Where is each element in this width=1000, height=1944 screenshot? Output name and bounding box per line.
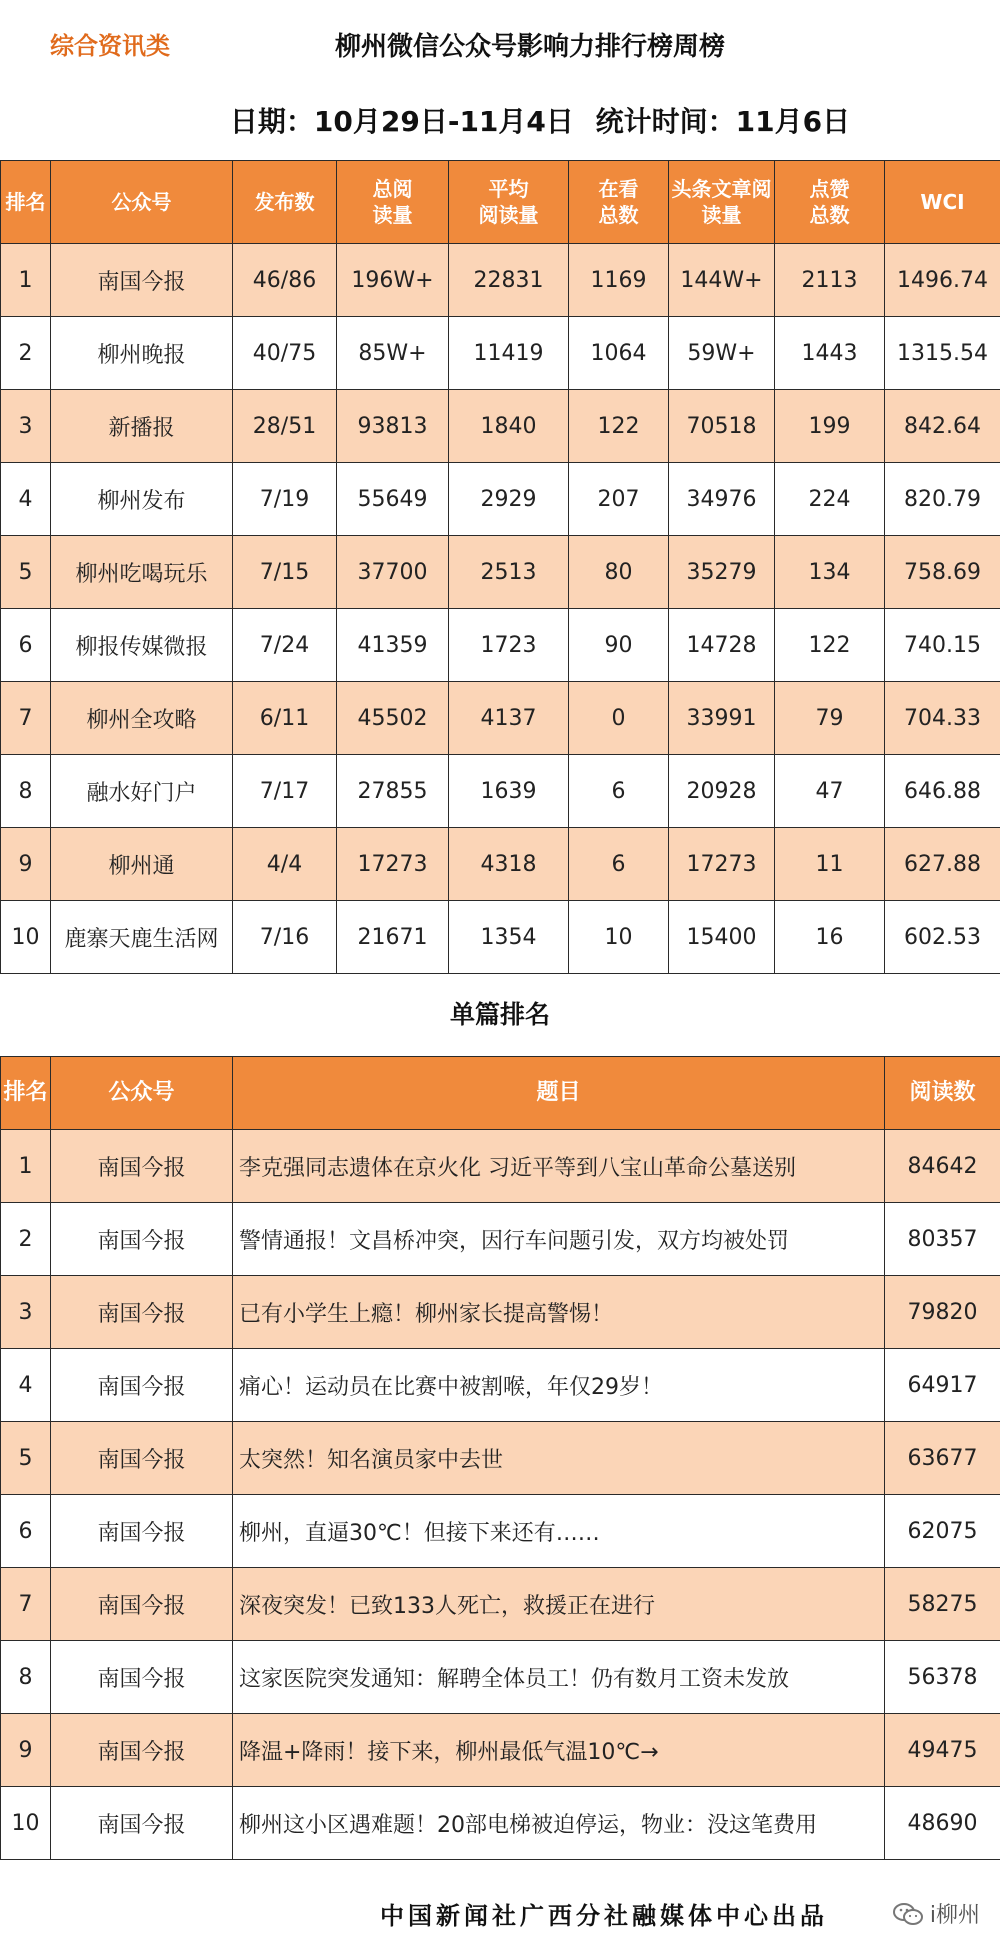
table-header-row [1,161,1000,244]
table-cell: 47 [775,755,885,828]
date-line [0,100,1000,140]
table-row [1,755,1000,828]
table-cell: 64917 [885,1349,1000,1422]
table-cell: 7/15 [233,536,337,609]
table-cell: 758.69 [885,536,1000,609]
table-cell: 62075 [885,1495,1000,1568]
table-cell: 新播报 [51,390,233,463]
table-cell: 已有小学生上瘾！柳州家长提高警惕！ [233,1276,885,1349]
table-cell: 27855 [337,755,449,828]
table-cell: 11 [775,828,885,901]
category-label: 综合资讯类 [50,32,170,60]
column-header: 阅读数 [885,1057,1000,1130]
table-header-row [1,1057,1000,1130]
table-cell: 10 [1,901,51,974]
column-header: 平均 阅读量 [449,161,569,244]
table-cell: 南国今报 [51,244,233,317]
table-cell: 7/24 [233,609,337,682]
table-cell: 鹿寨天鹿生活网 [51,901,233,974]
table-cell: 56378 [885,1641,1000,1714]
table-cell: 南国今报 [51,1276,233,1349]
table-row [1,536,1000,609]
table-cell: 2 [1,317,51,390]
table-cell: 1354 [449,901,569,974]
table-cell: 南国今报 [51,1714,233,1787]
table-cell: 11419 [449,317,569,390]
table-cell: 0 [569,682,669,755]
table-cell: 122 [775,609,885,682]
table-cell: 34976 [669,463,775,536]
table-cell: 199 [775,390,885,463]
table-body [1,244,1000,974]
table-cell: 40/75 [233,317,337,390]
table-cell: 48690 [885,1787,1000,1860]
table-cell: 柳州发布 [51,463,233,536]
table-cell: 7/16 [233,901,337,974]
table-cell: 2 [1,1203,51,1276]
footer-credit: 中国新闻社广西分社融媒体中心出品 [380,1901,828,1930]
table-cell: 1496.74 [885,244,1000,317]
table-cell: 224 [775,463,885,536]
table-row [1,1787,1000,1860]
table-row [1,1203,1000,1276]
column-header: 在看 总数 [569,161,669,244]
table-cell: 4 [1,1349,51,1422]
table-cell: 南国今报 [51,1130,233,1203]
wci-ranking-table [0,160,1000,974]
table-row [1,1130,1000,1203]
table-row [1,390,1000,463]
table-cell: 84642 [885,1130,1000,1203]
table-cell: 55649 [337,463,449,536]
wechat-account-name: i柳州 [929,1903,980,1928]
table-cell: 4318 [449,828,569,901]
column-header: 发布数 [233,161,337,244]
table-cell: 35279 [669,536,775,609]
table-body [1,1130,1000,1860]
table-cell: 85W+ [337,317,449,390]
table-cell: 6 [569,755,669,828]
table-cell: 842.64 [885,390,1000,463]
table-cell: 南国今报 [51,1495,233,1568]
table-cell: 太突然！知名演员家中去世 [233,1422,885,1495]
table-row [1,463,1000,536]
table-cell: 93813 [337,390,449,463]
table-cell: 28/51 [233,390,337,463]
table-cell: 柳报传媒微报 [51,609,233,682]
table-cell: 柳州这小区遇难题！20部电梯被迫停运，物业：没这笔费用 [233,1787,885,1860]
table-row [1,1568,1000,1641]
table-cell: 8 [1,1641,51,1714]
table-cell: 深夜突发！已致133人死亡，救援正在进行 [233,1568,885,1641]
table-cell: 3 [1,390,51,463]
table-cell: 10 [1,1787,51,1860]
table-cell: 49475 [885,1714,1000,1787]
table-row [1,1714,1000,1787]
table-cell: 柳州晚报 [51,317,233,390]
table-cell: 45502 [337,682,449,755]
table-cell: 10 [569,901,669,974]
table-cell: 6/11 [233,682,337,755]
table-row [1,1495,1000,1568]
table-cell: 646.88 [885,755,1000,828]
table-cell: 6 [1,609,51,682]
column-header: 头条文章阅 读量 [669,161,775,244]
date-range: 日期：10月29日-11月4日 [229,105,574,138]
table-cell: 6 [569,828,669,901]
table-cell: 南国今报 [51,1203,233,1276]
table-cell: 柳州通 [51,828,233,901]
table-cell: 1315.54 [885,317,1000,390]
table-row [1,609,1000,682]
table-row [1,1276,1000,1349]
table-cell: 南国今报 [51,1349,233,1422]
table-cell: 融水好门户 [51,755,233,828]
table-cell: 9 [1,828,51,901]
table-cell: 2513 [449,536,569,609]
column-header: 点赞 总数 [775,161,885,244]
table-cell: 2113 [775,244,885,317]
table-cell: 15400 [669,901,775,974]
table-cell: 1723 [449,609,569,682]
table-cell: 196W+ [337,244,449,317]
table-cell: 1639 [449,755,569,828]
table-cell: 90 [569,609,669,682]
table-cell: 8 [1,755,51,828]
table-row [1,901,1000,974]
table-cell: 16 [775,901,885,974]
table-row [1,828,1000,901]
column-header: 总阅 读量 [337,161,449,244]
table-cell: 1443 [775,317,885,390]
table-cell: 柳州，直逼30℃！但接下来还有…… [233,1495,885,1568]
table-cell: 1 [1,244,51,317]
table-cell: 627.88 [885,828,1000,901]
page-footer [0,1864,1000,1944]
table-cell: 南国今报 [51,1787,233,1860]
table-cell: 这家医院突发通知：解聘全体员工！仍有数月工资未发放 [233,1641,885,1714]
table-cell: 2929 [449,463,569,536]
table-cell: 警情通报！文昌桥冲突，因行车问题引发，双方均被处罚 [233,1203,885,1276]
table-cell: 4/4 [233,828,337,901]
table-cell: 21671 [337,901,449,974]
table-cell: 9 [1,1714,51,1787]
column-header: WCI [885,161,1000,244]
table-cell: 80 [569,536,669,609]
table-cell: 207 [569,463,669,536]
table-cell: 7 [1,682,51,755]
table-cell: 602.53 [885,901,1000,974]
table-cell: 22831 [449,244,569,317]
article-ranking-table [0,1056,1000,1860]
table-cell: 820.79 [885,463,1000,536]
wechat-icon [892,1901,924,1927]
table-cell: 4137 [449,682,569,755]
table-cell: 4 [1,463,51,536]
table-cell: 17273 [669,828,775,901]
table-cell: 134 [775,536,885,609]
table-cell: 南国今报 [51,1568,233,1641]
table-cell: 37700 [337,536,449,609]
table-cell: 59W+ [669,317,775,390]
table-cell: 7/17 [233,755,337,828]
table-cell: 1840 [449,390,569,463]
table-cell: 1 [1,1130,51,1203]
table-cell: 1064 [569,317,669,390]
table-cell: 降温+降雨！接下来，柳州最低气温10℃→ [233,1714,885,1787]
column-header: 公众号 [51,161,233,244]
column-header: 题目 [233,1057,885,1130]
column-header: 排名 [1,161,51,244]
stat-time: 统计时间：11月6日 [595,105,851,138]
table-row [1,317,1000,390]
table-cell: 704.33 [885,682,1000,755]
table-cell: 6 [1,1495,51,1568]
table-cell: 46/86 [233,244,337,317]
table-cell: 南国今报 [51,1422,233,1495]
table-cell: 70518 [669,390,775,463]
table-cell: 柳州全攻略 [51,682,233,755]
table-cell: 144W+ [669,244,775,317]
column-header: 排名 [1,1057,51,1130]
table-row [1,1641,1000,1714]
table-cell: 7 [1,1568,51,1641]
table-cell: 李克强同志遗体在京火化 习近平等到八宝山革命公墓送别 [233,1130,885,1203]
table-cell: 122 [569,390,669,463]
table-cell: 20928 [669,755,775,828]
table-row [1,1349,1000,1422]
table-cell: 41359 [337,609,449,682]
table-cell: 33991 [669,682,775,755]
table-cell: 58275 [885,1568,1000,1641]
table-cell: 80357 [885,1203,1000,1276]
table-cell: 1169 [569,244,669,317]
table-row [1,244,1000,317]
table-cell: 14728 [669,609,775,682]
table-cell: 740.15 [885,609,1000,682]
table-cell: 3 [1,1276,51,1349]
table-cell: 痛心！运动员在比赛中被割喉，年仅29岁！ [233,1349,885,1422]
table-cell: 5 [1,536,51,609]
wechat-account [892,1898,980,1929]
page-title: 柳州微信公众号影响力排行榜周榜 [334,32,725,62]
page-header [0,0,1000,160]
table-cell: 南国今报 [51,1641,233,1714]
table-row [1,1422,1000,1495]
section-title: 单篇排名 [0,974,1000,1056]
table-cell: 7/19 [233,463,337,536]
table-cell: 5 [1,1422,51,1495]
column-header: 公众号 [51,1057,233,1130]
table-row [1,682,1000,755]
table-cell: 17273 [337,828,449,901]
table-cell: 79820 [885,1276,1000,1349]
table-cell: 63677 [885,1422,1000,1495]
table-cell: 柳州吃喝玩乐 [51,536,233,609]
table-cell: 79 [775,682,885,755]
